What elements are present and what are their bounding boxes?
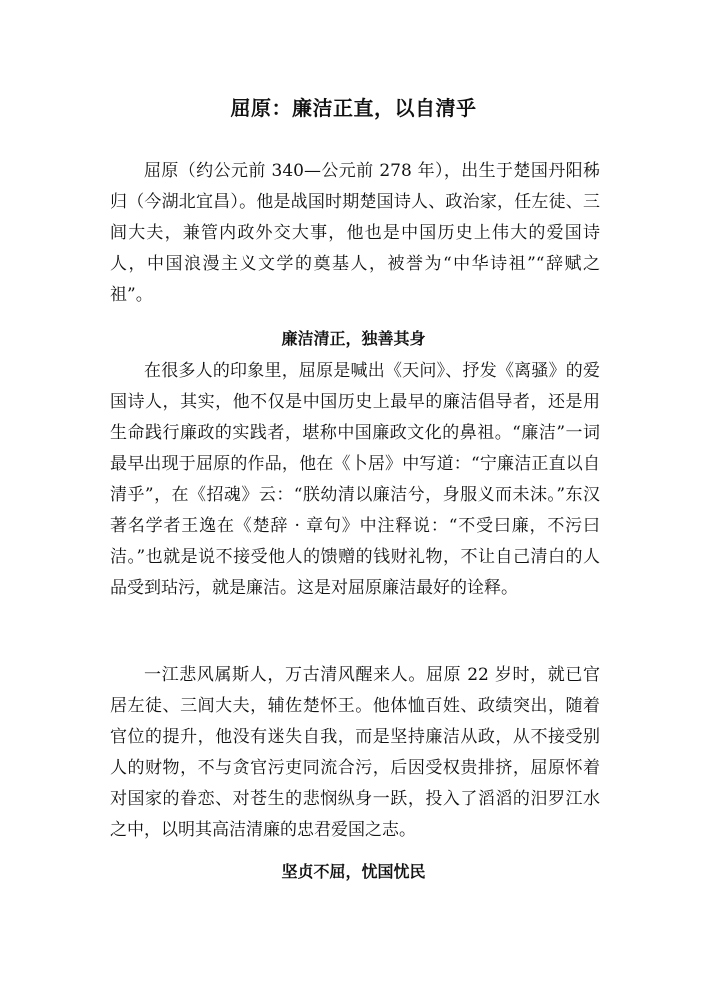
section-heading-loyalty: 坚贞不屈，忧国忧民 [281,862,426,881]
integrity-paragraph: 在很多人的印象里，屈原是喊出《天问》、抒发《离骚》的爱国诗人，其实，他不仅是中国历史上最早的廉洁倡导者，还是用生命践行廉政的实践者，堪称中国廉政文化的鼻祖。“廉洁”一词最早出现于屈原的作品，他在《卜居》中写道：“宁廉洁正直以自清乎”，在《招魂》云：“朕幼清以廉洁兮，身服义而未沫。”东汉著名学者王逸在《楚辞 · 章句》中注释说：“不受曰廉，不污曰洁。”也就是说不接受他人的馈赠的钱财礼物，不让自己清白的人品受到玷污，就是廉洁。这是对屈原廉洁最好的诠释。 [110,361,600,598]
document-title: 屈原：廉洁正直，以自清乎 [230,96,477,120]
section-heading-integrity: 廉洁清正，独善其身 [281,329,426,348]
intro-paragraph: 屈原（约公元前 340—公元前 278 年），出生于楚国丹阳秭归（今湖北宜昌）。他是战国时期楚国诗人、政治家，任左徒、三闾大夫，兼管内政外交大事，他也是中国历史上伟大的爱国诗人，中国浪漫主义文学的奠基人，被誉为“中华诗祖”“辞赋之祖”。 [110,161,600,305]
career-paragraph: 一江悲风属斯人，万古清风醒来人。屈原 22 岁时，就已官居左徒、三闾大夫，辅佐楚怀王。他体恤百姓、政绩突出，随着官位的提升，他没有迷失自我，而是坚持廉洁从政，从不接受别人的财物，不与贪官污吏同流合污，后因受权贵排挤，屈原怀着对国家的眷恋、对苍生的悲悯纵身一跃，投入了滔滔的汨罗江水之中，以明其高洁清廉的忠君爱国之志。 [110,665,600,840]
